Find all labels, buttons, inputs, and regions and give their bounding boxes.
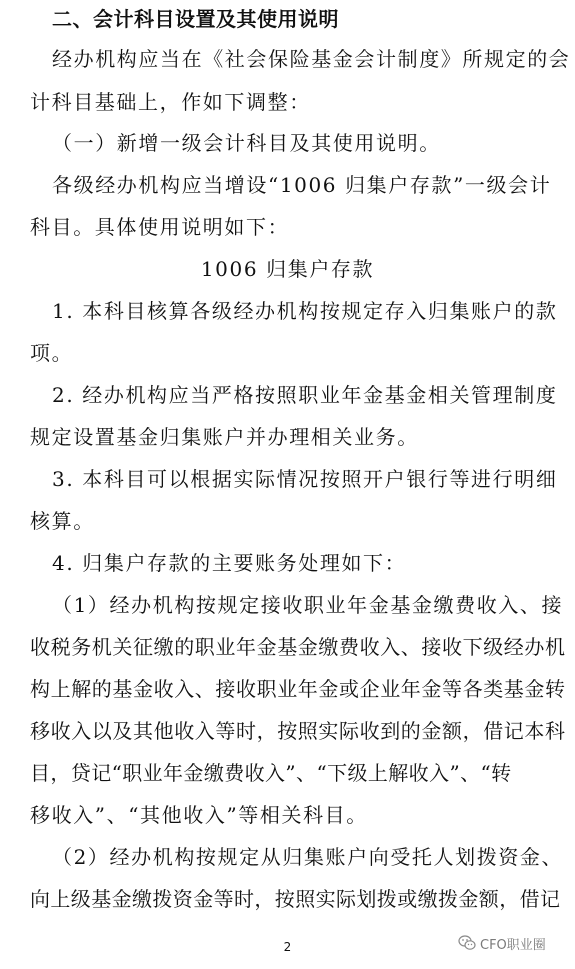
wechat-icon xyxy=(458,935,476,951)
paragraph-line: 收税务机关征缴的职业年金基金缴费收入、接收下级经办机 xyxy=(30,635,566,659)
list-item: 1. 本科目核算各级经办机构按规定存入归集账户的款 xyxy=(52,299,558,323)
subsection-heading: （一）新增一级会计科目及其使用说明。 xyxy=(52,131,441,155)
paragraph-line: 向上级基金缴拨资金等时，按照实际划拨或缴拨金额，借记 xyxy=(30,887,561,911)
paragraph-line: 各级经办机构应当增设“1006 归集户存款”一级会计 xyxy=(52,173,552,197)
watermark xyxy=(458,932,546,954)
watermark-text: CFO职业圈 xyxy=(480,937,546,953)
paragraph-line: 移收入以及其他收入等时，按照实际收到的金额，借记本科 xyxy=(30,719,566,743)
paragraph-line: 移收入”、“其他收入”等相关科目。 xyxy=(30,803,368,827)
paragraph-line: 科目。具体使用说明如下： xyxy=(30,215,290,239)
paragraph-line: 计科目基础上，作如下调整： xyxy=(30,90,311,114)
list-item: 3. 本科目可以根据实际情况按照开户银行等进行明细 xyxy=(52,467,558,491)
paragraph-line: 规定设置基金归集账户并办理相关业务。 xyxy=(30,425,419,449)
list-item: 4. 归集户存款的主要账务处理如下： xyxy=(52,551,407,575)
sub-list-item: （1）经办机构按规定接收职业年金基金缴费收入、接 xyxy=(52,593,564,617)
section-heading: 二、会计科目设置及其使用说明 xyxy=(52,7,339,31)
list-item: 2. 经办机构应当严格按照职业年金基金相关管理制度 xyxy=(52,383,558,407)
paragraph-line: 项。 xyxy=(30,341,74,365)
paragraph-line: 经办机构应当在《社会保险基金会计制度》所规定的会 xyxy=(52,47,571,71)
paragraph-line: 核算。 xyxy=(30,509,95,533)
paragraph-line: 目，贷记“职业年金缴费收入”、“下级上解收入”、“转 xyxy=(30,761,512,785)
sub-list-item: （2）经办机构按规定从归集账户向受托人划拨资金、 xyxy=(52,845,564,869)
account-title: 1006 归集户存款 xyxy=(200,257,375,281)
paragraph-line: 构上解的基金收入、接收职业年金或企业年金等各类基金转 xyxy=(30,677,566,701)
page-number: 2 xyxy=(283,940,292,954)
